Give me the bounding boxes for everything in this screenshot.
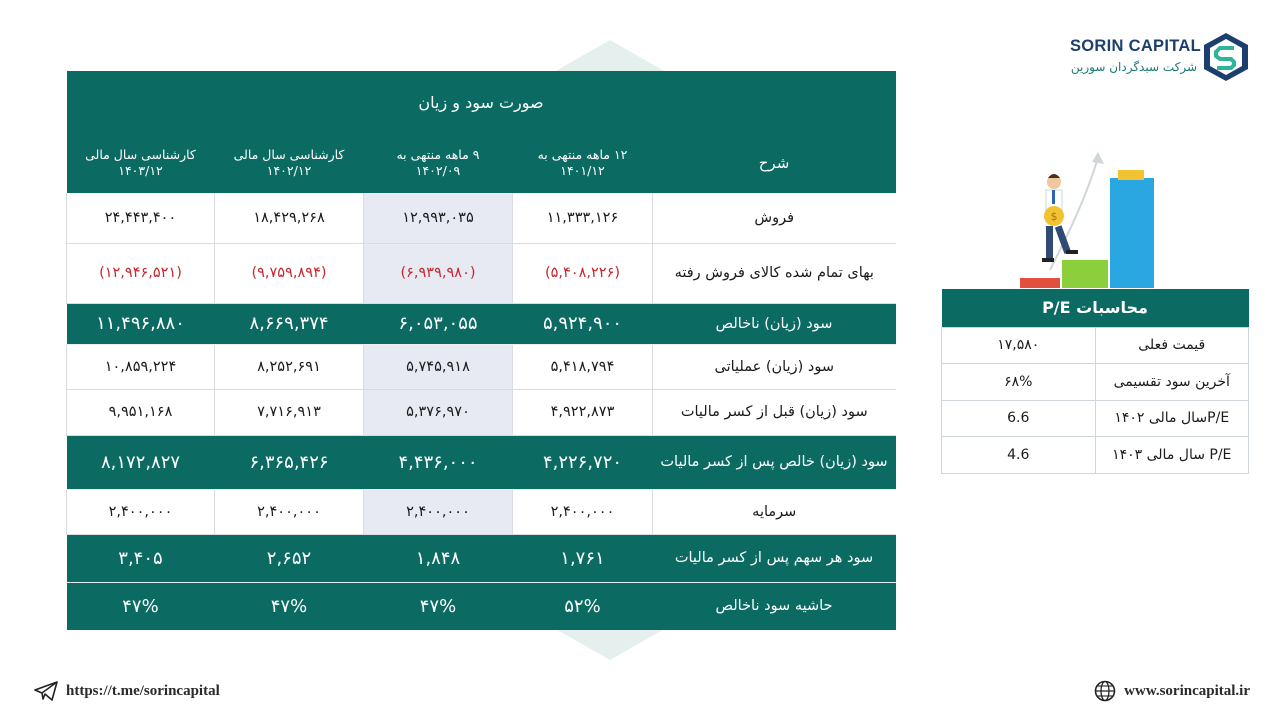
logo-name-en: SORIN CAPITAL [1069,37,1201,55]
header-9-month: ۹ ماهه منتهی به ۱۴۰۲/۰۹ [364,133,513,193]
website-link[interactable] [1094,680,1250,702]
table-header-row [67,133,896,193]
pe-row: P/Eسال مالی ۱۴۰۲ 6.6 [942,400,1249,437]
table-row: حاشیه سود ناخالص ۵۲% ۴۷% ۴۷% ۴۷% [67,582,896,630]
telegram-link[interactable] [34,680,220,702]
table-row: سود (زیان) ناخالص ۵,۹۲۴,۹۰۰ ۶,۰۵۳,۰۵۵ ۸,۶۶۹,۳۷۴ ۱۱,۴۹۶,۸۸۰ [67,303,896,344]
pe-calculation-table [941,289,1249,474]
header-1403-estimate: کارشناسی سال مالی ۱۴۰۳/۱۲ [67,133,215,193]
website-url[interactable]: www.sorincapital.ir [1124,682,1250,699]
table-row: سود (زیان) قبل از کسر مالیات ۴,۹۲۲,۸۷۳ ۵,۳۷۶,۹۷۰ ۷,۷۱۶,۹۱۳ ۹,۹۵۱,۱۶۸ [67,389,896,435]
table-row: سرمایه ۲,۴۰۰,۰۰۰ ۲,۴۰۰,۰۰۰ ۲,۴۰۰,۰۰۰ ۲,۴۰۰,۰۰۰ [67,489,896,534]
logo-mark-icon [1203,32,1249,82]
telegram-url[interactable]: https://t.me/sorincapital [66,682,220,699]
income-statement-table [66,71,896,630]
pe-row: P/E سال مالی ۱۴۰۳ 4.6 [942,437,1249,474]
telegram-icon [34,681,58,701]
table-row: سود (زیان) خالص پس از کسر مالیات ۴,۲۲۶,۷۲۰ ۴,۴۳۶,۰۰۰ ۶,۳۶۵,۴۲۶ ۸,۱۷۲,۸۲۷ [67,435,896,489]
table-row: فروش ۱۱,۳۳۳,۱۲۶ ۱۲,۹۹۳,۰۳۵ ۱۸,۴۲۹,۲۶۸ ۲۴,۴۴۳,۴۰۰ [67,193,896,243]
pe-table-title: محاسبات P/E [942,289,1249,327]
table-row: سود (زیان) عملیاتی ۵,۴۱۸,۷۹۴ ۵,۷۴۵,۹۱۸ ۸,۲۵۲,۶۹۱ ۱۰,۸۵۹,۲۲۴ [67,344,896,389]
table-row: سود هر سهم پس از کسر مالیات ۱,۷۶۱ ۱,۸۴۸ ۲,۶۵۲ ۳,۴۰۵ [67,534,896,582]
header-desc: شرح [653,133,896,193]
header-1402-estimate: کارشناسی سال مالی ۱۴۰۲/۱۲ [215,133,364,193]
header-12-month: ۱۲ ماهه منتهی به ۱۴۰۱/۱۲ [513,133,653,193]
sorin-capital-logo [1069,30,1253,84]
globe-icon [1094,680,1116,702]
table-row: بهای تمام شده کالای فروش رفته (۵,۴۰۸,۲۲۶) (۶,۹۳۹,۹۸۰) (۹,۷۵۹,۸۹۴) (۱۲,۹۴۶,۵۲۱) [67,243,896,303]
pe-row: آخرین سود تقسیمی ۶۸% [942,364,1249,401]
svg-text:$: $ [1050,210,1058,223]
pe-row: قیمت فعلی ۱۷,۵۸۰ [942,327,1249,364]
growth-chart-illustration [1010,150,1190,290]
income-statement-title: صورت سود و زیان [67,71,896,133]
logo-name-fa: شرکت سبدگردان سورین [1070,60,1197,74]
